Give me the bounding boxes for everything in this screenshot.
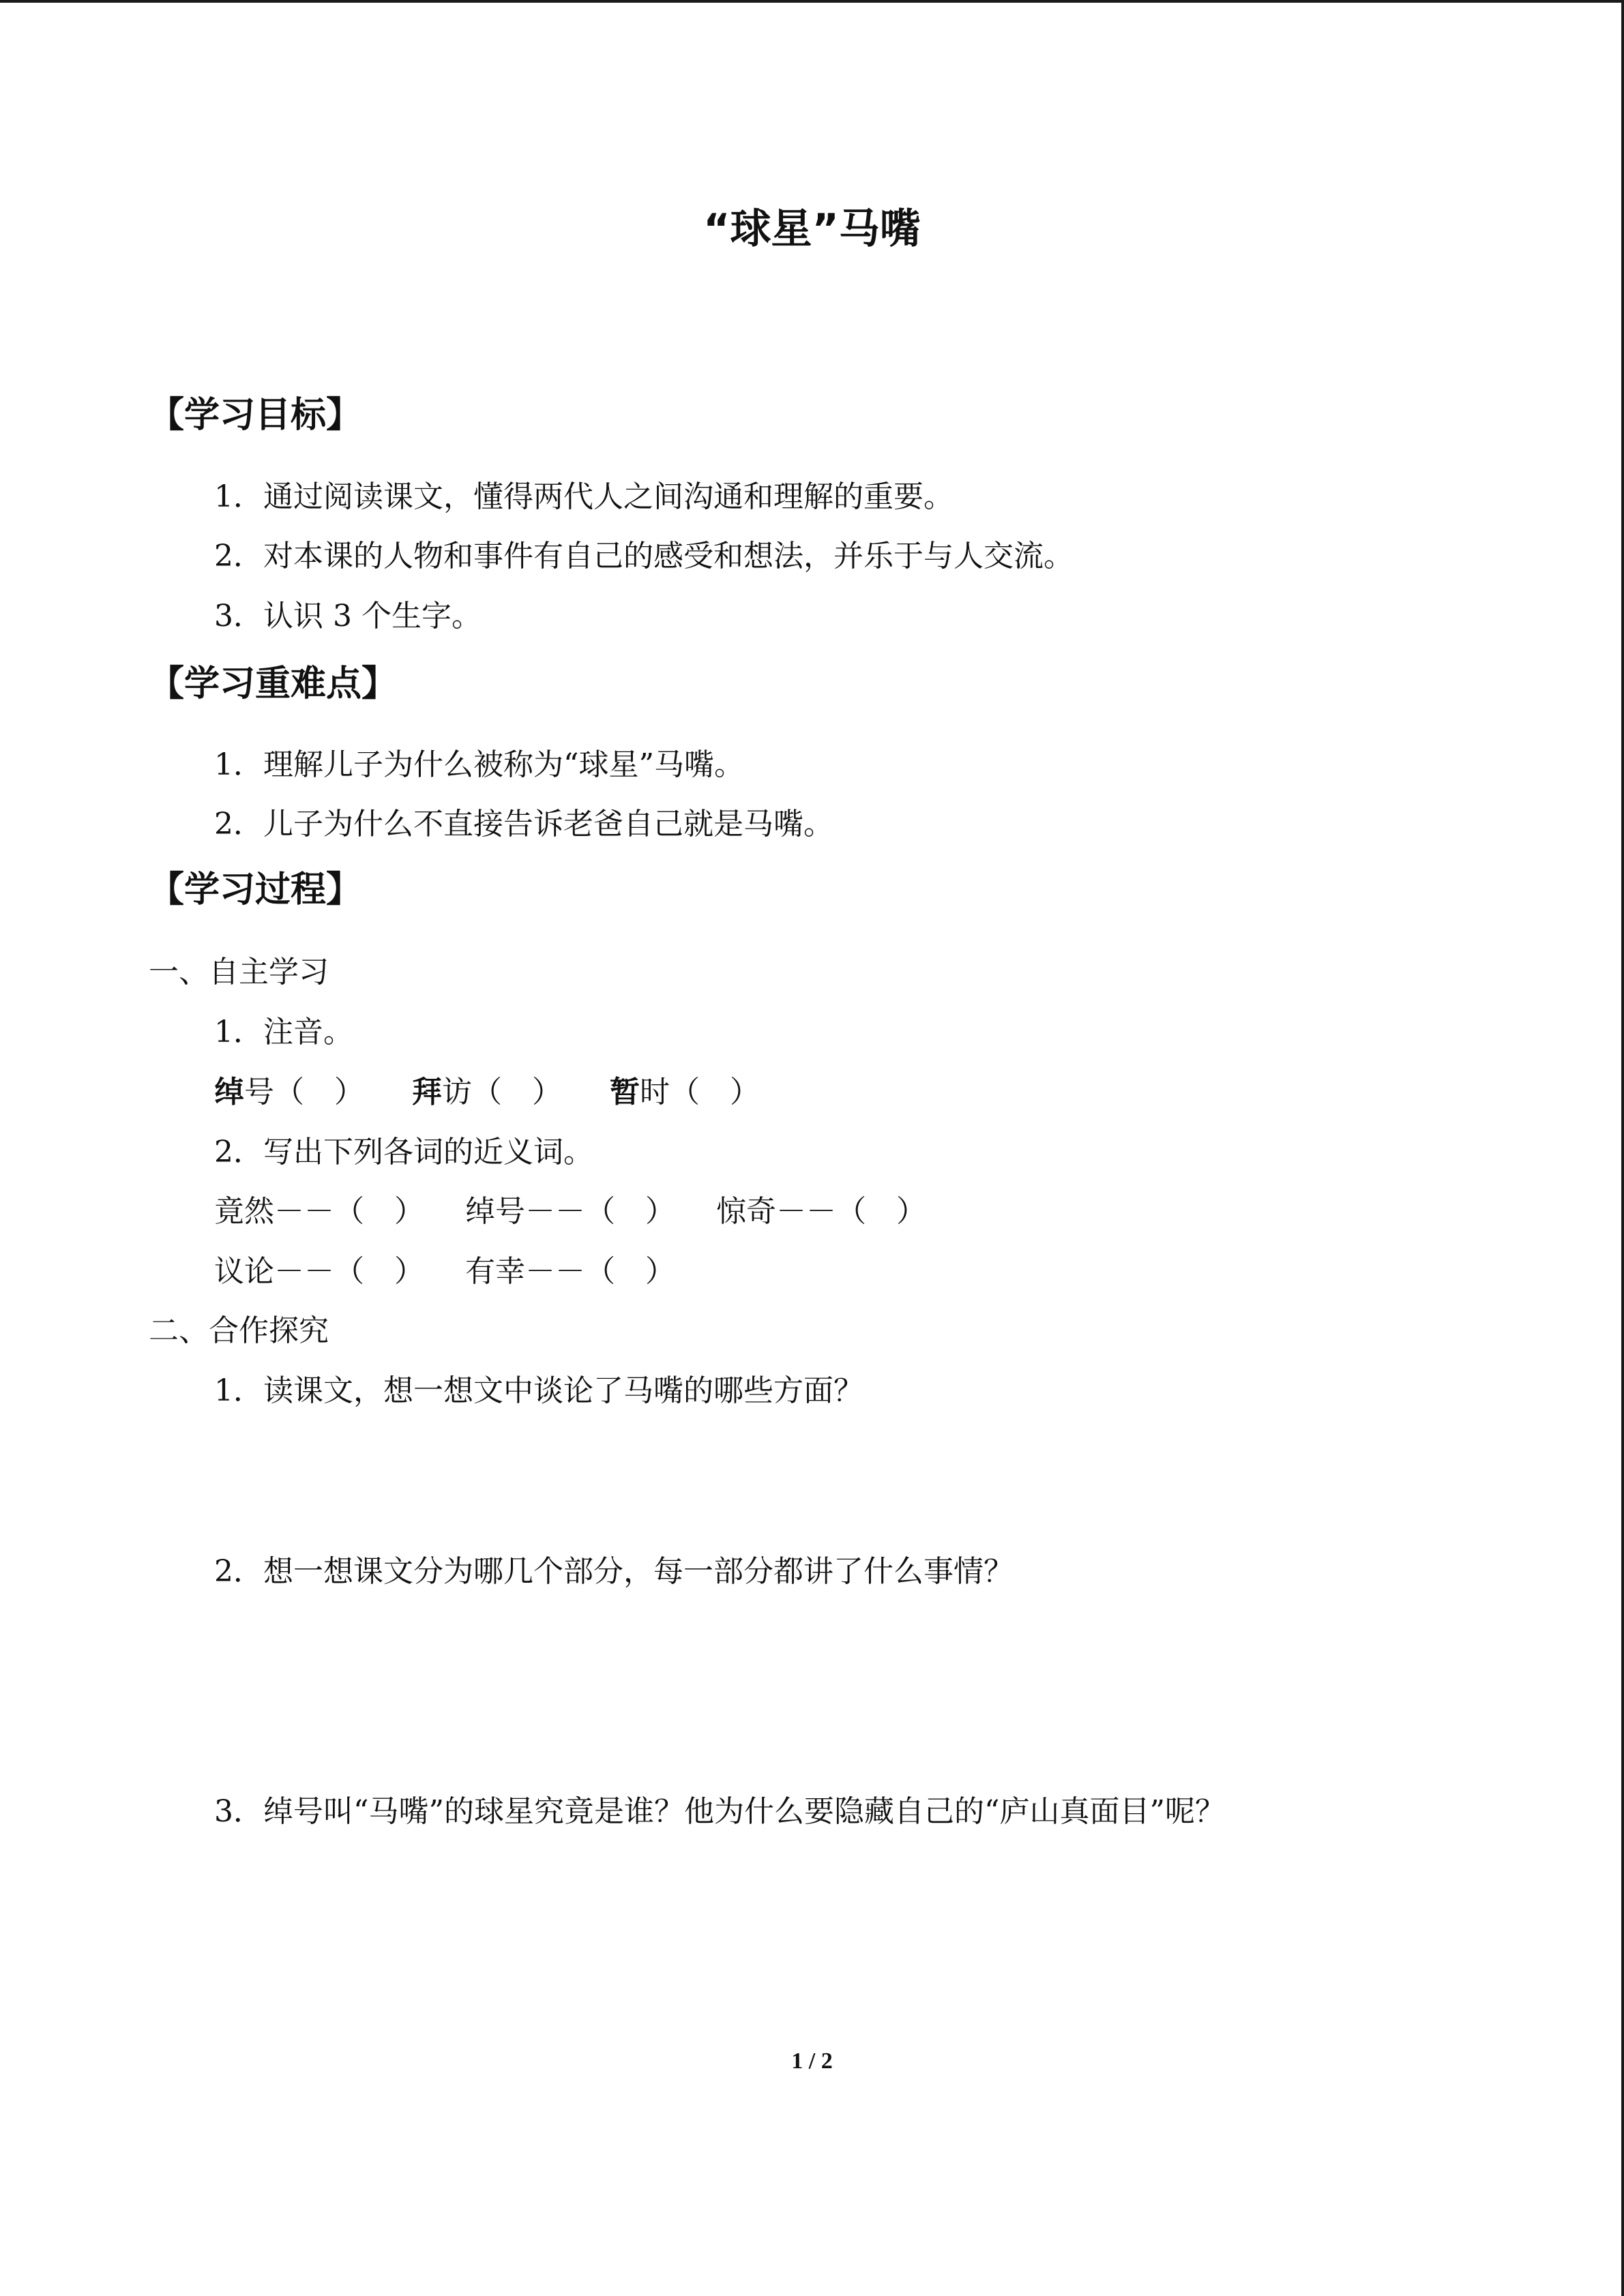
pinyin-item: 绰号（ ） xyxy=(214,1075,364,1109)
section2-label: 二、合作探究 xyxy=(149,1313,329,1348)
pinyin-char: 暂 xyxy=(610,1075,640,1109)
key-points-heading: 【学习重难点】 xyxy=(149,664,398,704)
synonym-item: 绰号－－（ ） xyxy=(465,1194,675,1229)
key-point-item-2: 2．儿子为什么不直接告诉老爸自己就是马嘴。 xyxy=(214,807,833,841)
section2-q1: 1．读课文，想一想文中谈论了马嘴的哪些方面？ xyxy=(214,1373,863,1408)
page-border-top xyxy=(0,0,1624,3)
objective-item-1: 1．通过阅读课文，懂得两代人之间沟通和理解的重要。 xyxy=(214,479,954,514)
pinyin-char: 绰 xyxy=(214,1075,244,1109)
section1-q1: 1．注音。 xyxy=(214,1015,353,1049)
synonym-item: 有幸－－（ ） xyxy=(465,1254,675,1289)
synonym-item: 竟然－－（ ） xyxy=(214,1194,424,1229)
objective-item-3: 3．认识 3 个生字。 xyxy=(214,599,482,633)
synonym-row-1 xyxy=(214,1187,926,1230)
key-point-item-1: 1．理解儿子为什么被称为“球星”马嘴。 xyxy=(214,747,744,782)
pinyin-row xyxy=(214,1067,760,1111)
pinyin-item: 拜访（ ） xyxy=(412,1075,562,1109)
page-border-right xyxy=(1621,0,1624,2296)
section2-q2: 2．想一想课文分为哪几个部分，每一部分都讲了什么事情？ xyxy=(214,1554,1014,1589)
synonym-item: 惊奇－－（ ） xyxy=(716,1194,926,1229)
pinyin-item: 暂时（ ） xyxy=(610,1075,760,1109)
page-title: “球星”马嘴 xyxy=(703,205,921,253)
synonym-item: 议论－－（ ） xyxy=(214,1254,424,1289)
objective-item-2: 2．对本课的人物和事件有自己的感受和想法，并乐于与人交流。 xyxy=(214,539,1074,573)
section1-q2: 2．写出下列各词的近义词。 xyxy=(214,1135,593,1169)
pinyin-char: 拜 xyxy=(412,1075,442,1109)
synonym-row-2 xyxy=(214,1247,675,1290)
section1-label: 一、自主学习 xyxy=(149,955,329,989)
process-heading: 【学习过程】 xyxy=(149,869,362,910)
objectives-heading: 【学习目标】 xyxy=(149,395,362,436)
page-number: 1 / 2 xyxy=(791,2048,833,2074)
section2-q3: 3．绰号叫“马嘴”的球星究竟是谁？他为什么要隐藏自己的“庐山真面目”呢？ xyxy=(214,1794,1225,1829)
